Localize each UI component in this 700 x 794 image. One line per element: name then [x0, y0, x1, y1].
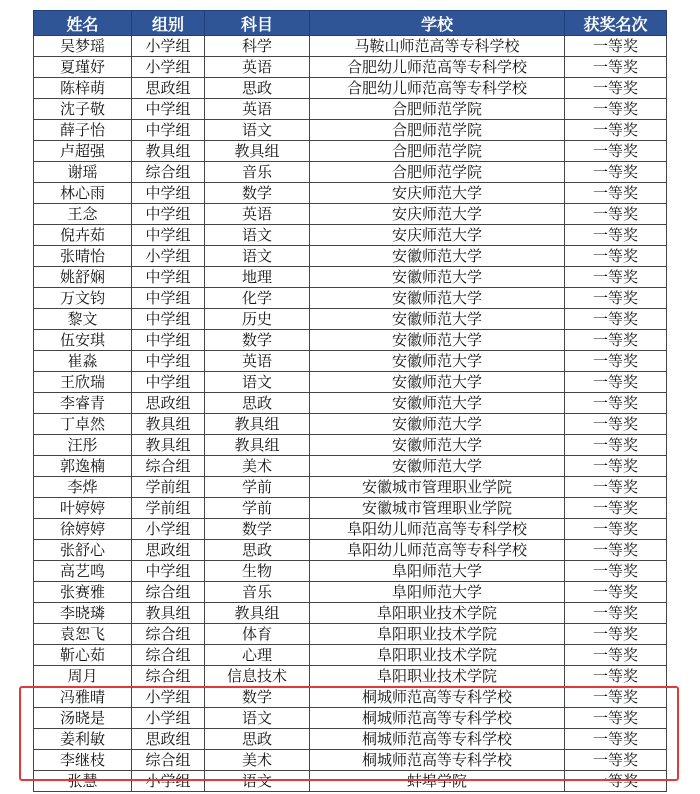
table-row: [34, 246, 667, 267]
cell-subject: 教具组: [205, 141, 310, 162]
cell-school: 阜阳师范大学: [310, 582, 565, 603]
table-row: [34, 645, 667, 666]
award-table: [33, 10, 667, 792]
cell-subject: 思政: [205, 393, 310, 414]
cell-group: 综合组: [132, 750, 205, 771]
cell-school: 安庆师范大学: [310, 183, 565, 204]
cell-name: 王念: [34, 204, 132, 225]
cell-group: 中学组: [132, 309, 205, 330]
cell-school: 安庆师范大学: [310, 204, 565, 225]
cell-rank: 一等奖: [565, 393, 667, 414]
table-row: [34, 162, 667, 183]
cell-school: 蚌埠学院: [310, 771, 565, 792]
cell-subject: 语文: [205, 246, 310, 267]
cell-school: 阜阳幼儿师范高等专科学校: [310, 519, 565, 540]
cell-name: 吴梦瑶: [34, 36, 132, 57]
table-row: [34, 120, 667, 141]
cell-group: 中学组: [132, 99, 205, 120]
cell-rank: 一等奖: [565, 141, 667, 162]
cell-rank: 一等奖: [565, 456, 667, 477]
cell-group: 中学组: [132, 288, 205, 309]
cell-group: 综合组: [132, 645, 205, 666]
table-row: [34, 351, 667, 372]
cell-name: 张慧: [34, 771, 132, 792]
cell-school: 合肥师范学院: [310, 99, 565, 120]
cell-school: 安庆师范大学: [310, 225, 565, 246]
cell-group: 小学组: [132, 57, 205, 78]
cell-name: 李晓璘: [34, 603, 132, 624]
table-row: [34, 414, 667, 435]
cell-rank: 一等奖: [565, 183, 667, 204]
cell-rank: 一等奖: [565, 120, 667, 141]
table-row: [34, 624, 667, 645]
cell-school: 安徽师范大学: [310, 267, 565, 288]
cell-school: 安徽师范大学: [310, 414, 565, 435]
cell-name: 沈子敬: [34, 99, 132, 120]
table-body: [34, 36, 667, 792]
cell-name: 郭逸楠: [34, 456, 132, 477]
cell-name: 黎文: [34, 309, 132, 330]
cell-school: 安徽师范大学: [310, 435, 565, 456]
cell-group: 小学组: [132, 687, 205, 708]
cell-name: 谢瑶: [34, 162, 132, 183]
table-row: [34, 603, 667, 624]
table-row: [34, 456, 667, 477]
cell-group: 思政组: [132, 729, 205, 750]
header-school: 学校: [310, 11, 565, 36]
cell-school: 桐城师范高等专科学校: [310, 729, 565, 750]
cell-school: 安徽师范大学: [310, 330, 565, 351]
cell-group: 综合组: [132, 624, 205, 645]
cell-name: 姜利敏: [34, 729, 132, 750]
cell-subject: 美术: [205, 456, 310, 477]
cell-school: 阜阳职业技术学院: [310, 603, 565, 624]
header-subject: 科目: [205, 11, 310, 36]
cell-rank: 一等奖: [565, 288, 667, 309]
cell-subject: 教具组: [205, 414, 310, 435]
cell-rank: 一等奖: [565, 750, 667, 771]
table-row: [34, 561, 667, 582]
cell-rank: 一等奖: [565, 582, 667, 603]
cell-subject: 信息技术: [205, 666, 310, 687]
cell-subject: 英语: [205, 351, 310, 372]
cell-group: 学前组: [132, 477, 205, 498]
cell-name: 周月: [34, 666, 132, 687]
table-header-row: [34, 11, 667, 36]
cell-group: 小学组: [132, 708, 205, 729]
cell-rank: 一等奖: [565, 36, 667, 57]
cell-school: 安徽师范大学: [310, 246, 565, 267]
cell-rank: 一等奖: [565, 435, 667, 456]
table-row: [34, 78, 667, 99]
cell-subject: 思政: [205, 78, 310, 99]
table-row: [34, 36, 667, 57]
cell-school: 桐城师范高等专科学校: [310, 750, 565, 771]
table-row: [34, 435, 667, 456]
cell-group: 综合组: [132, 666, 205, 687]
cell-group: 小学组: [132, 771, 205, 792]
cell-rank: 一等奖: [565, 309, 667, 330]
cell-subject: 地理: [205, 267, 310, 288]
cell-group: 小学组: [132, 246, 205, 267]
table-row: [34, 267, 667, 288]
cell-name: 李烨: [34, 477, 132, 498]
table-row: [34, 519, 667, 540]
cell-group: 学前组: [132, 498, 205, 519]
cell-subject: 美术: [205, 750, 310, 771]
cell-subject: 科学: [205, 36, 310, 57]
cell-rank: 一等奖: [565, 519, 667, 540]
cell-group: 中学组: [132, 204, 205, 225]
cell-group: 思政组: [132, 540, 205, 561]
header-rank: 获奖名次: [565, 11, 667, 36]
cell-subject: 英语: [205, 204, 310, 225]
cell-rank: 一等奖: [565, 162, 667, 183]
cell-subject: 语文: [205, 372, 310, 393]
cell-name: 卢超强: [34, 141, 132, 162]
cell-group: 教具组: [132, 141, 205, 162]
cell-subject: 数学: [205, 519, 310, 540]
award-table-sheet: [33, 10, 666, 792]
cell-subject: 语文: [205, 120, 310, 141]
cell-group: 中学组: [132, 330, 205, 351]
table-row: [34, 330, 667, 351]
cell-subject: 音乐: [205, 162, 310, 183]
cell-group: 教具组: [132, 603, 205, 624]
table-row: [34, 729, 667, 750]
cell-subject: 语文: [205, 708, 310, 729]
cell-rank: 一等奖: [565, 477, 667, 498]
cell-school: 阜阳职业技术学院: [310, 624, 565, 645]
cell-name: 袁恕飞: [34, 624, 132, 645]
cell-subject: 化学: [205, 288, 310, 309]
cell-name: 冯雅晴: [34, 687, 132, 708]
cell-subject: 生物: [205, 561, 310, 582]
cell-subject: 体育: [205, 624, 310, 645]
cell-name: 万文钧: [34, 288, 132, 309]
cell-group: 中学组: [132, 225, 205, 246]
cell-rank: 一等奖: [565, 771, 667, 792]
cell-name: 薛子怡: [34, 120, 132, 141]
cell-name: 汤晓是: [34, 708, 132, 729]
cell-subject: 语文: [205, 225, 310, 246]
cell-rank: 一等奖: [565, 372, 667, 393]
cell-rank: 一等奖: [565, 561, 667, 582]
cell-rank: 一等奖: [565, 624, 667, 645]
cell-name: 王欣瑞: [34, 372, 132, 393]
table-row: [34, 225, 667, 246]
cell-group: 小学组: [132, 36, 205, 57]
cell-subject: 思政: [205, 729, 310, 750]
cell-rank: 一等奖: [565, 603, 667, 624]
cell-rank: 一等奖: [565, 708, 667, 729]
cell-rank: 一等奖: [565, 687, 667, 708]
table-row: [34, 477, 667, 498]
cell-name: 汪彤: [34, 435, 132, 456]
cell-rank: 一等奖: [565, 414, 667, 435]
cell-group: 教具组: [132, 435, 205, 456]
cell-group: 中学组: [132, 372, 205, 393]
cell-name: 崔淼: [34, 351, 132, 372]
cell-rank: 一等奖: [565, 645, 667, 666]
cell-subject: 教具组: [205, 603, 310, 624]
cell-school: 安徽师范大学: [310, 456, 565, 477]
cell-name: 李睿青: [34, 393, 132, 414]
cell-group: 综合组: [132, 162, 205, 183]
cell-name: 陈梓萌: [34, 78, 132, 99]
cell-name: 倪卉茹: [34, 225, 132, 246]
cell-name: 夏瑾妤: [34, 57, 132, 78]
cell-subject: 学前: [205, 498, 310, 519]
header-name: 姓名: [34, 11, 132, 36]
cell-name: 张赛雅: [34, 582, 132, 603]
cell-name: 靳心茹: [34, 645, 132, 666]
cell-school: 安徽师范大学: [310, 288, 565, 309]
table-row: [34, 708, 667, 729]
cell-school: 合肥师范学院: [310, 162, 565, 183]
cell-rank: 一等奖: [565, 729, 667, 750]
cell-school: 合肥幼儿师范高等专科学校: [310, 57, 565, 78]
cell-rank: 一等奖: [565, 498, 667, 519]
cell-name: 叶婷婷: [34, 498, 132, 519]
cell-rank: 一等奖: [565, 351, 667, 372]
table-row: [34, 99, 667, 120]
cell-subject: 语文: [205, 771, 310, 792]
cell-subject: 学前: [205, 477, 310, 498]
table-row: [34, 309, 667, 330]
cell-name: 林心雨: [34, 183, 132, 204]
table-row: [34, 771, 667, 792]
cell-subject: 英语: [205, 57, 310, 78]
cell-group: 思政组: [132, 393, 205, 414]
cell-school: 阜阳幼儿师范高等专科学校: [310, 540, 565, 561]
cell-group: 小学组: [132, 519, 205, 540]
cell-name: 张晴怡: [34, 246, 132, 267]
cell-group: 教具组: [132, 414, 205, 435]
cell-subject: 音乐: [205, 582, 310, 603]
cell-subject: 数学: [205, 183, 310, 204]
cell-subject: 心理: [205, 645, 310, 666]
table-row: [34, 666, 667, 687]
cell-school: 安徽师范大学: [310, 372, 565, 393]
table-row: [34, 498, 667, 519]
cell-rank: 一等奖: [565, 540, 667, 561]
cell-group: 中学组: [132, 561, 205, 582]
cell-name: 伍安琪: [34, 330, 132, 351]
table-row: [34, 393, 667, 414]
cell-name: 李继枝: [34, 750, 132, 771]
cell-rank: 一等奖: [565, 99, 667, 120]
cell-subject: 历史: [205, 309, 310, 330]
cell-subject: 数学: [205, 330, 310, 351]
cell-rank: 一等奖: [565, 666, 667, 687]
cell-rank: 一等奖: [565, 330, 667, 351]
table-row: [34, 372, 667, 393]
cell-subject: 数学: [205, 687, 310, 708]
cell-group: 中学组: [132, 351, 205, 372]
cell-school: 安徽城市管理职业学院: [310, 477, 565, 498]
table-row: [34, 687, 667, 708]
cell-name: 徐婷婷: [34, 519, 132, 540]
cell-school: 安徽师范大学: [310, 351, 565, 372]
cell-group: 中学组: [132, 120, 205, 141]
cell-rank: 一等奖: [565, 78, 667, 99]
cell-school: 阜阳职业技术学院: [310, 645, 565, 666]
cell-rank: 一等奖: [565, 225, 667, 246]
cell-subject: 教具组: [205, 435, 310, 456]
table-row: [34, 540, 667, 561]
cell-name: 丁卓然: [34, 414, 132, 435]
cell-rank: 一等奖: [565, 267, 667, 288]
cell-group: 综合组: [132, 456, 205, 477]
table-row: [34, 288, 667, 309]
table-row: [34, 204, 667, 225]
cell-school: 阜阳职业技术学院: [310, 666, 565, 687]
cell-school: 合肥师范学院: [310, 120, 565, 141]
cell-name: 高艺鸣: [34, 561, 132, 582]
cell-school: 安徽城市管理职业学院: [310, 498, 565, 519]
cell-rank: 一等奖: [565, 57, 667, 78]
cell-subject: 思政: [205, 540, 310, 561]
cell-group: 思政组: [132, 78, 205, 99]
table-row: [34, 183, 667, 204]
cell-school: 桐城师范高等专科学校: [310, 708, 565, 729]
cell-rank: 一等奖: [565, 246, 667, 267]
cell-name: 姚舒娴: [34, 267, 132, 288]
table-row: [34, 750, 667, 771]
cell-school: 马鞍山师范高等专科学校: [310, 36, 565, 57]
cell-group: 中学组: [132, 267, 205, 288]
table-row: [34, 57, 667, 78]
cell-school: 桐城师范高等专科学校: [310, 687, 565, 708]
header-group: 组别: [132, 11, 205, 36]
cell-school: 合肥师范学院: [310, 141, 565, 162]
cell-subject: 英语: [205, 99, 310, 120]
cell-school: 安徽师范大学: [310, 393, 565, 414]
table-row: [34, 582, 667, 603]
cell-name: 张舒心: [34, 540, 132, 561]
table-row: [34, 141, 667, 162]
cell-rank: 一等奖: [565, 204, 667, 225]
cell-school: 阜阳师范大学: [310, 561, 565, 582]
cell-school: 安徽师范大学: [310, 309, 565, 330]
cell-group: 中学组: [132, 183, 205, 204]
cell-group: 综合组: [132, 582, 205, 603]
cell-school: 合肥幼儿师范高等专科学校: [310, 78, 565, 99]
